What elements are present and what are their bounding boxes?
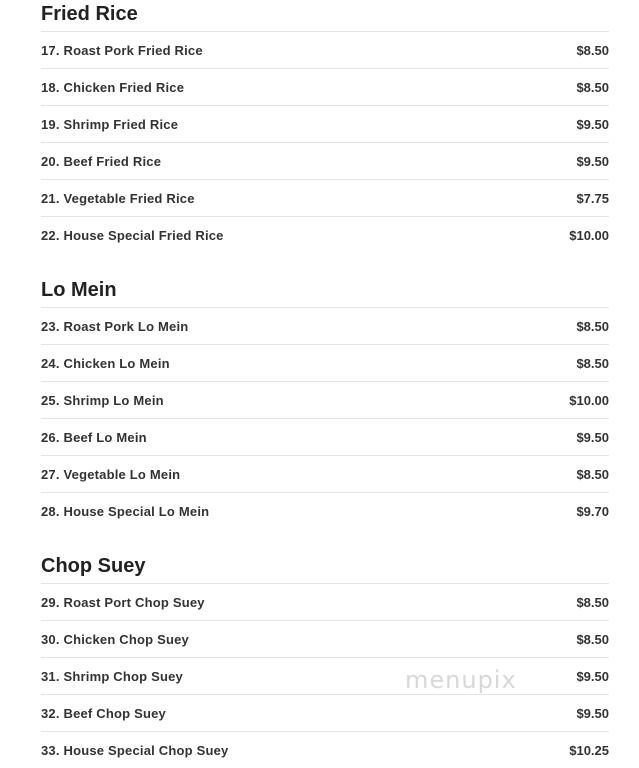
menu-item bbox=[41, 418, 609, 455]
menu-item bbox=[41, 307, 609, 344]
menu-item bbox=[41, 731, 609, 768]
item-price: $8.50 bbox=[576, 594, 609, 610]
item-name: 26. Beef Lo Mein bbox=[41, 429, 147, 445]
item-name: 17. Roast Pork Fried Rice bbox=[41, 42, 203, 58]
item-price: $9.50 bbox=[576, 116, 609, 132]
item-name: 24. Chicken Lo Mein bbox=[41, 355, 170, 371]
item-price: $10.25 bbox=[569, 742, 609, 758]
item-name: 31. Shrimp Chop Suey bbox=[41, 668, 183, 684]
item-price: $9.50 bbox=[576, 429, 609, 445]
item-name: 29. Roast Port Chop Suey bbox=[41, 594, 205, 610]
item-price: $7.75 bbox=[576, 190, 609, 206]
item-name: 33. House Special Chop Suey bbox=[41, 742, 229, 758]
menu-item bbox=[41, 216, 609, 253]
menu-item bbox=[41, 657, 609, 694]
menu-item bbox=[41, 31, 609, 68]
item-price: $8.50 bbox=[576, 79, 609, 95]
item-price: $9.50 bbox=[576, 705, 609, 721]
item-price: $10.00 bbox=[569, 392, 609, 408]
item-name: 27. Vegetable Lo Mein bbox=[41, 466, 181, 482]
section-fried-rice bbox=[41, 0, 609, 253]
section-gap bbox=[41, 529, 609, 552]
menu-item bbox=[41, 455, 609, 492]
section-lo-mein bbox=[41, 276, 609, 529]
section-chop-suey bbox=[41, 552, 609, 768]
menu-item bbox=[41, 68, 609, 105]
item-name: 18. Chicken Fried Rice bbox=[41, 79, 185, 95]
menu-item bbox=[41, 583, 609, 620]
item-price: $8.50 bbox=[576, 42, 609, 58]
menu-item bbox=[41, 620, 609, 657]
item-price: $8.50 bbox=[576, 355, 609, 371]
menu-item bbox=[41, 381, 609, 418]
menu-item bbox=[41, 492, 609, 529]
section-title: Fried Rice bbox=[41, 3, 138, 25]
item-name: 21. Vegetable Fried Rice bbox=[41, 190, 195, 206]
menu-item bbox=[41, 105, 609, 142]
menu bbox=[41, 0, 609, 768]
menu-item bbox=[41, 344, 609, 381]
item-price: $9.50 bbox=[576, 668, 609, 684]
menu-item bbox=[41, 179, 609, 216]
section-title: Lo Mein bbox=[41, 279, 117, 301]
item-price: $8.50 bbox=[576, 318, 609, 334]
item-name: 28. House Special Lo Mein bbox=[41, 503, 210, 519]
section-title: Chop Suey bbox=[41, 555, 146, 577]
item-price: $9.70 bbox=[576, 503, 609, 519]
section-gap bbox=[41, 253, 609, 276]
watermark-logo: menupix bbox=[405, 666, 517, 694]
menu-item bbox=[41, 694, 609, 731]
item-price: $8.50 bbox=[576, 631, 609, 647]
item-name: 32. Beef Chop Suey bbox=[41, 705, 166, 721]
item-name: 19. Shrimp Fried Rice bbox=[41, 116, 179, 132]
item-price: $10.00 bbox=[569, 227, 609, 243]
item-name: 25. Shrimp Lo Mein bbox=[41, 392, 164, 408]
item-price: $8.50 bbox=[576, 466, 609, 482]
item-name: 22. House Special Fried Rice bbox=[41, 227, 224, 243]
item-name: 23. Roast Pork Lo Mein bbox=[41, 318, 189, 334]
item-price: $9.50 bbox=[576, 153, 609, 169]
item-name: 20. Beef Fried Rice bbox=[41, 153, 162, 169]
menu-item bbox=[41, 142, 609, 179]
item-name: 30. Chicken Chop Suey bbox=[41, 631, 189, 647]
